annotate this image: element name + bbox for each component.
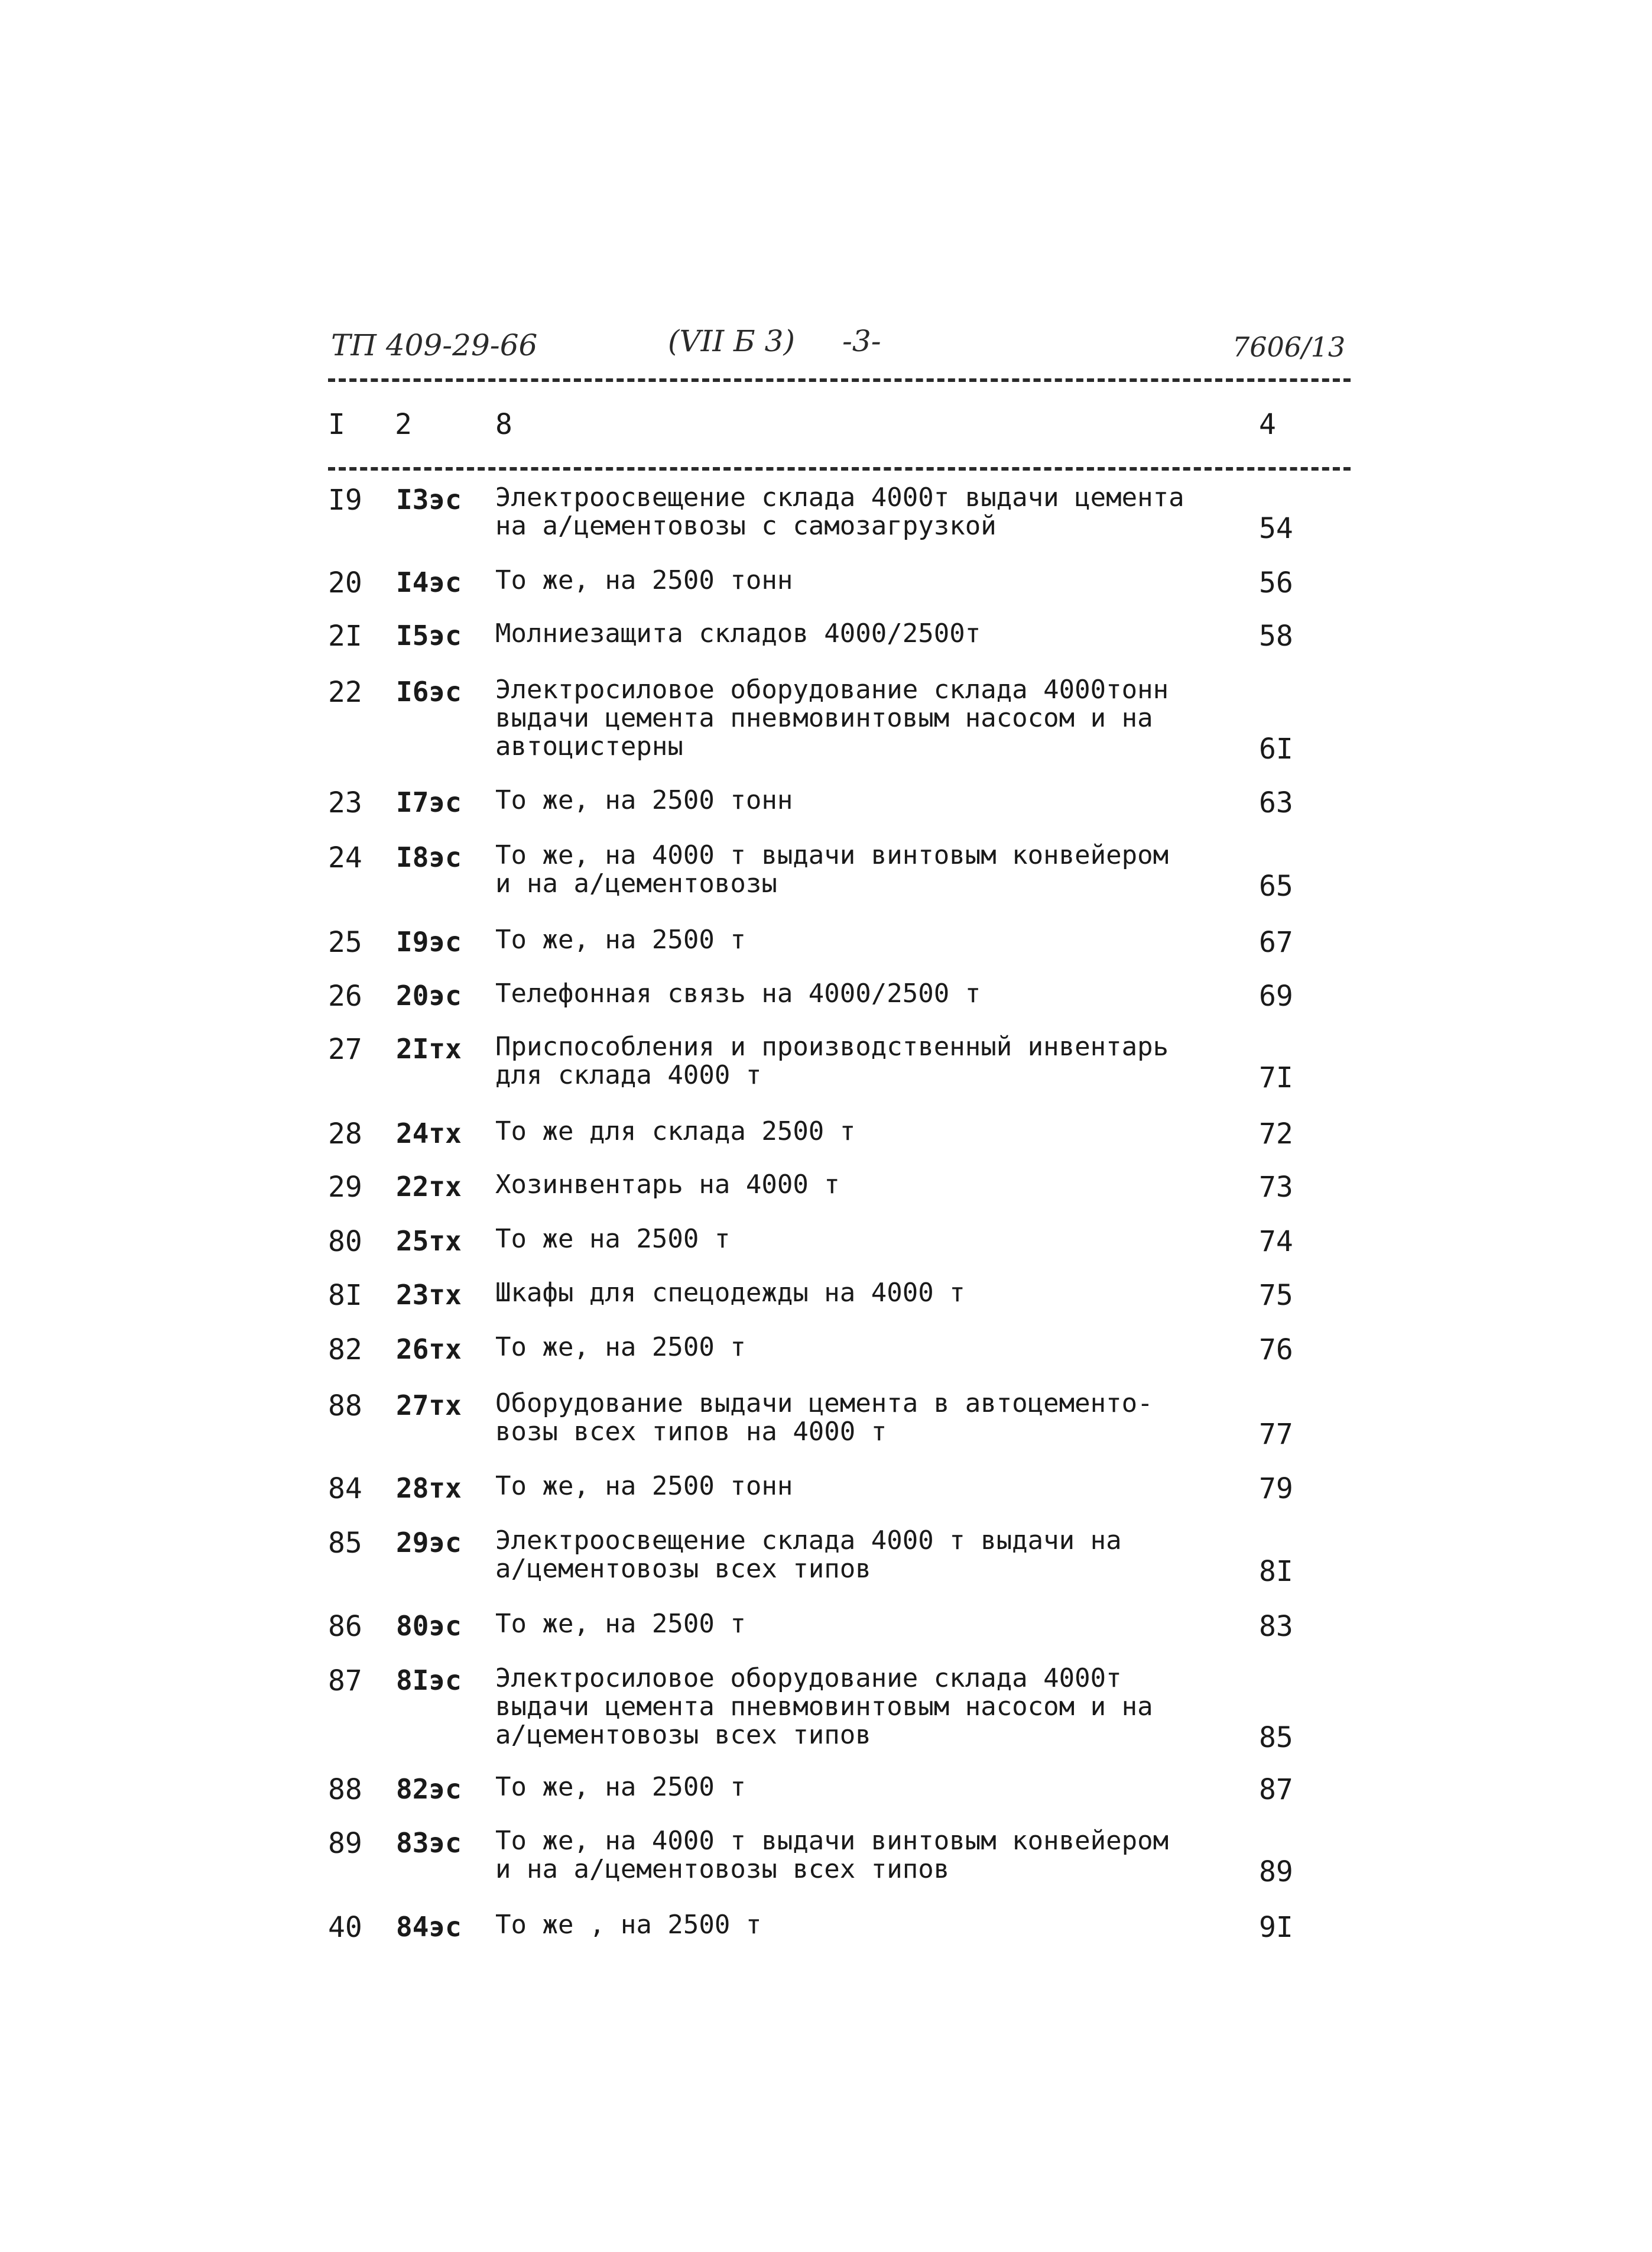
page-ref: 67 [1259, 926, 1293, 959]
row-number: I9 [328, 484, 362, 517]
sheet-code: 28тх [396, 1472, 462, 1504]
page-ref: 72 [1259, 1117, 1293, 1151]
item-title [495, 841, 1169, 898]
sheet-code: 80эс [396, 1610, 462, 1642]
page-ref: 58 [1259, 620, 1293, 653]
page-ref: 63 [1259, 786, 1293, 819]
item-title [495, 1527, 1122, 1583]
sheet-reference: (VII Б 3) [668, 324, 795, 358]
page-ref: 65 [1259, 870, 1293, 903]
document-code: ТП 409-29-66 [331, 328, 538, 362]
sheet-code: 2Iтх [396, 1033, 462, 1065]
sheet-code: 25тх [396, 1225, 462, 1257]
row-number: 80 [328, 1225, 362, 1258]
row-number: 8I [328, 1279, 362, 1312]
item-title [495, 620, 981, 648]
column-header-2: 2 [395, 408, 412, 441]
item-title-line: Молниезащита складов 4000/2500т [495, 618, 981, 649]
item-title-line: Хозинвентарь на 4000 т [495, 1169, 840, 1200]
row-number: 2I [328, 620, 362, 653]
item-title-line: То же на 2500 т [495, 1224, 731, 1254]
dashed-rule-header [328, 467, 1351, 471]
page-ref: 69 [1259, 980, 1293, 1013]
page-ref: 6I [1259, 733, 1293, 766]
item-title-line: выдачи цемента пневмовинтовым насосом и на [495, 703, 1153, 733]
column-header-4: 4 [1259, 408, 1276, 441]
row-number: 26 [328, 980, 362, 1013]
item-title-line: То же, на 4000 т выдачи винтовым конвейером [495, 840, 1169, 870]
row-number: 29 [328, 1171, 362, 1204]
item-title-line: То же, на 2500 т [495, 925, 746, 955]
sheet-code: 83эс [396, 1827, 462, 1859]
item-title [495, 1225, 730, 1253]
item-title [495, 1171, 840, 1199]
item-title-line: То же, на 2500 тонн [495, 565, 793, 595]
item-title-line: выдачи цемента пневмовинтовым насосом и на [495, 1692, 1153, 1722]
item-title-line: Приспособления и производственный инвентарь [495, 1032, 1169, 1062]
sheet-code: I3эс [396, 484, 462, 516]
item-title-line: То же, на 2500 т [495, 1332, 746, 1362]
item-title-line: То же, на 2500 т [495, 1772, 746, 1802]
row-number: 86 [328, 1610, 362, 1643]
page-ref: 54 [1259, 512, 1293, 545]
item-title-line: Шкафы для спецодежды на 4000 т [495, 1278, 965, 1308]
sheet-code: I6эс [396, 676, 462, 708]
sheet-code: I9эс [396, 926, 462, 958]
item-title-line: То же, на 4000 т выдачи винтовым конвейером [495, 1826, 1169, 1856]
row-number: 88 [328, 1389, 362, 1423]
item-title-line: Электросиловое оборудование склада 4000тонн [495, 675, 1169, 705]
item-title [495, 926, 746, 954]
item-title [495, 1827, 1169, 1884]
row-number: 88 [328, 1773, 362, 1806]
row-number: 22 [328, 676, 362, 709]
item-title-line: Телефонная связь на 4000/2500 т [495, 978, 981, 1009]
sheet-code: 26тх [396, 1333, 462, 1365]
item-title [495, 980, 981, 1008]
page-ref: 56 [1259, 566, 1293, 600]
row-number: 40 [328, 1911, 362, 1944]
item-title-line: Электросиловое оборудование склада 4000т [495, 1663, 1122, 1693]
row-number: 85 [328, 1527, 362, 1560]
item-title-line: Оборудование выдачи цемента в автоцементо- [495, 1388, 1153, 1418]
row-number: 84 [328, 1472, 362, 1505]
item-title [495, 1664, 1153, 1749]
item-title-line: и на а/цементовозы [495, 869, 777, 899]
item-title [495, 1389, 1153, 1446]
item-title [495, 1472, 793, 1501]
page-ref: 83 [1259, 1610, 1293, 1643]
item-title-line: То же, на 2500 т [495, 1609, 746, 1639]
item-title [495, 484, 1184, 540]
row-number: 24 [328, 841, 362, 874]
sheet-code: I7эс [396, 786, 462, 818]
item-title-line: а/цементовозы всех типов [495, 1720, 871, 1750]
page-ref: 76 [1259, 1333, 1293, 1366]
item-title [495, 1033, 1169, 1090]
item-title-line: То же, на 2500 тонн [495, 1471, 793, 1501]
item-title [495, 1117, 855, 1146]
page-ref: 73 [1259, 1171, 1293, 1204]
item-title-line: То же для склада 2500 т [495, 1116, 856, 1146]
row-number: 27 [328, 1033, 362, 1066]
row-number: 23 [328, 786, 362, 819]
sheet-code: 24тх [396, 1117, 462, 1149]
sheet-code: 82эс [396, 1773, 462, 1805]
item-title-line: и на а/цементовозы всех типов [495, 1854, 950, 1884]
page-ref: 74 [1259, 1225, 1293, 1258]
dashed-rule-top [328, 378, 1351, 382]
item-title-line: Электроосвещение склада 4000 т выдачи на [495, 1525, 1122, 1556]
page-number: -3- [842, 324, 881, 358]
sheet-code: I8эс [396, 841, 462, 873]
sheet-code: 23тх [396, 1279, 462, 1311]
item-title [495, 1911, 761, 1939]
page-ref: 8I [1259, 1555, 1293, 1588]
page-ref: 9I [1259, 1911, 1293, 1944]
sheet-code: 22тх [396, 1171, 462, 1203]
row-number: 25 [328, 926, 362, 959]
sheet-code: 20эс [396, 980, 462, 1012]
sheet-code: 8Iэс [396, 1664, 462, 1696]
sheet-code: I4эс [396, 566, 462, 598]
column-header-1: I [328, 408, 345, 441]
row-number: 89 [328, 1827, 362, 1860]
item-title-line: автоцистерны [495, 731, 683, 762]
column-header-3: 8 [495, 408, 512, 441]
sheet-code: 27тх [396, 1389, 462, 1421]
item-title [495, 1279, 965, 1307]
row-number: 87 [328, 1664, 362, 1697]
item-title-line: То же , на 2500 т [495, 1910, 762, 1940]
row-number: 20 [328, 566, 362, 600]
item-title [495, 1773, 746, 1801]
page-ref: 75 [1259, 1279, 1293, 1312]
row-number: 82 [328, 1333, 362, 1366]
item-title [495, 676, 1169, 761]
page-ref: 7I [1259, 1061, 1293, 1094]
row-number: 28 [328, 1117, 362, 1151]
page-ref: 79 [1259, 1472, 1293, 1505]
page-ref: 77 [1259, 1418, 1293, 1451]
item-title-line: То же, на 2500 тонн [495, 785, 793, 815]
item-title-line: возы всех типов на 4000 т [495, 1417, 887, 1447]
inventory-number: 7606/13 [1232, 331, 1346, 363]
sheet-code: I5эс [396, 620, 462, 652]
item-title [495, 566, 793, 595]
item-title [495, 786, 793, 815]
item-title-line: Электроосвещение склада 4000т выдачи цемента [495, 482, 1184, 513]
item-title [495, 1333, 746, 1362]
item-title [495, 1610, 746, 1638]
item-title-line: на а/цементовозы с самозагрузкой [495, 511, 997, 541]
page-ref: 87 [1259, 1773, 1293, 1806]
item-title-line: для склада 4000 т [495, 1060, 762, 1090]
page-ref: 89 [1259, 1855, 1293, 1888]
page-ref: 85 [1259, 1721, 1293, 1754]
item-title-line: а/цементовозы всех типов [495, 1554, 871, 1584]
sheet-code: 84эс [396, 1911, 462, 1943]
sheet-code: 29эс [396, 1527, 462, 1558]
